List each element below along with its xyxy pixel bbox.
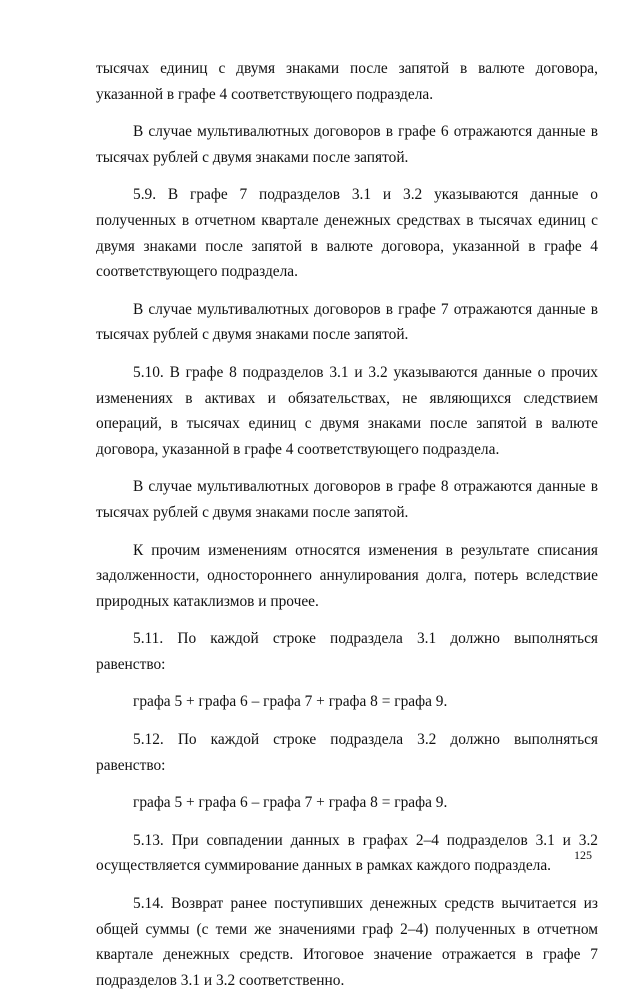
- paragraph-5-12: 5.12. По каждой строке подраздела 3.2 должно выполняться равенство:: [96, 731, 598, 774]
- document-page: [96, 56, 598, 1005]
- paragraph-multicurrency-col8: В случае мультивалютных договоров в графе 8 отражаются данные в тысячах рублей с двумя знаками после запятой.: [96, 478, 598, 521]
- paragraph-other-changes: К прочим изменениям относятся изменения в результате списания задолженности, одностороннего аннулирования долга, потерь вследствие природных катаклизмов и прочее.: [96, 541, 598, 610]
- paragraph-multicurrency-col6: В случае мультивалютных договоров в графе 6 отражаются данные в тысячах рублей с двумя знаками после запятой.: [96, 123, 598, 166]
- paragraph-continuation: тысячах единиц с двумя знаками после запятой в валюте договора, указанной в графе 4 соответствующего подраздела.: [96, 60, 598, 103]
- paragraph-5-9: 5.9. В графе 7 подразделов 3.1 и 3.2 указываются данные о полученных в отчетном квартале денежных средствах в тысячах единиц с двумя знаками после запятой в валюте договора, указанной в графе 4 соответствующего подраздела.: [96, 186, 598, 281]
- paragraph-multicurrency-col7: В случае мультивалютных договоров в графе 7 отражаются данные в тысячах рублей с двумя знаками после запятой.: [96, 300, 598, 344]
- paragraph-5-14: 5.14. Возврат ранее поступивших денежных средств вычитается из общей суммы (с теми же значениями граф 2–4) полученных в отчетном квартале денежных средств. Итоговое значение отражается в графе 7 подразделов 3.1 и 3.2 соответственно.: [96, 895, 598, 989]
- paragraph-5-13: 5.13. При совпадении данных в графах 2–4 подразделов 3.1 и 3.2 осуществляется суммирование данных в рамках каждого подраздела.: [96, 831, 598, 875]
- paragraph-5-11: 5.11. По каждой строке подраздела 3.1 должно выполняться равенство:: [96, 630, 598, 673]
- paragraph-5-10: 5.10. В графе 8 подразделов 3.1 и 3.2 указываются данные о прочих изменениях в активах и обязательствах, не являющихся следствием операций, в тысячах единиц с двумя знаками после запятой в валюте договора, указанной в графе 4 соответствующего подраздела.: [96, 363, 598, 458]
- formula-5-12: графа 5 + графа 6 – графа 7 + графа 8 = графа 9.: [133, 794, 448, 812]
- formula-5-11: графа 5 + графа 6 – графа 7 + графа 8 = графа 9.: [133, 693, 448, 711]
- page-number: 125: [574, 848, 592, 862]
